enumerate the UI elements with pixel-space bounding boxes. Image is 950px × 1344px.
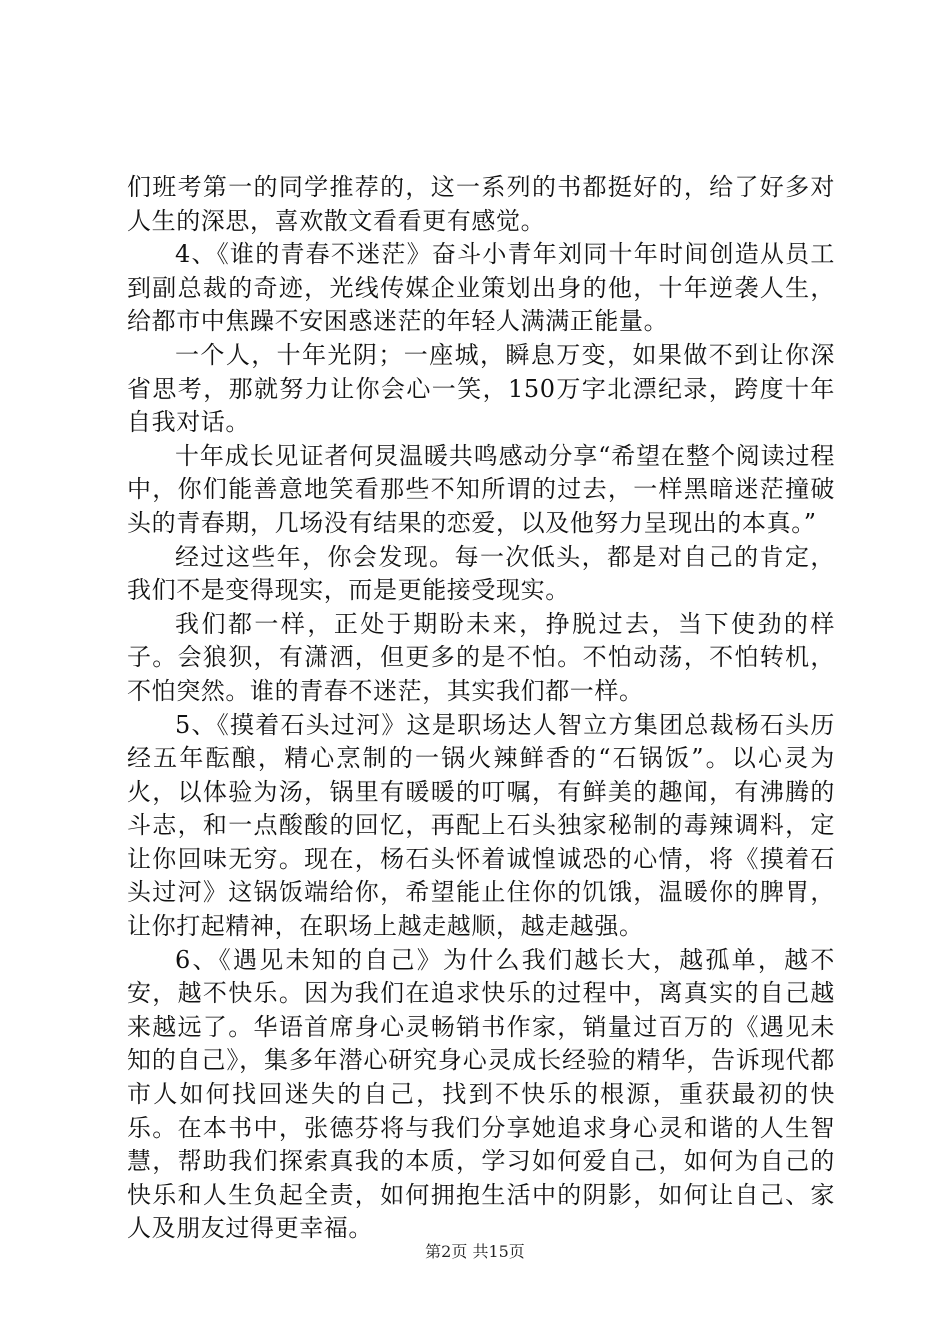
paragraph-book-4-quote-1: 一个人，十年光阴；一座城，瞬息万变，如果做不到让你深省思考，那就努力让你会心一笑，150万字北漂纪录，跨度十年自我对话。 — [127, 340, 835, 437]
paragraph-book-6: 6、《遇见未知的自己》为什么我们越长大，越孤单，越不安，越不快乐。因为我们在追求快乐的过程中，离真实的自己越来越远了。华语首席身心灵畅销书作家，销量过百万的《遇见未知的自己》，集多年潜心研究身心灵成长经验的精华，告诉现代都市人如何找回迷失的自己，找到不快乐的根源，重获最初的快乐。在本书中，张德芬将与我们分享她追求身心灵和谐的人生智慧，帮助我们探索真我的本质，学习如何爱自己，如何为自己的快乐和人生负起全责，如何拥抱生活中的阴影，如何让自己、家人及朋友过得更幸福。 — [127, 945, 835, 1243]
paragraph-book-4-quote-2: 十年成长见证者何炅温暖共鸣感动分享“希望在整个阅读过程中，你们能善意地笑看那些不知所谓的过去，一样黑暗迷茫撞破头的青春期，几场没有结果的恋爱，以及他努力呈现出的本真。” — [127, 441, 835, 537]
paragraph-book-4-quote-4: 我们都一样，正处于期盼未来，挣脱过去，当下使劲的样子。会狼狈，有潇洒，但更多的是不怕。不怕动荡，不怕转机，不怕突然。谁的青春不迷茫，其实我们都一样。 — [127, 609, 835, 705]
document-body — [127, 171, 835, 1246]
paragraph-book-4-quote-3: 经过这些年，你会发现。每一次低头，都是对自己的肯定，我们不是变得现实，而是更能接受现实。 — [127, 542, 835, 605]
paragraph-continuation: 们班考第一的同学推荐的，这一系列的书都挺好的，给了好多对人生的深思，喜欢散文看看更有感觉。 — [127, 173, 835, 235]
page-number-footer: 第2页 共15页 — [425, 1242, 525, 1261]
paragraph-book-5: 5、《摸着石头过河》这是职场达人智立方集团总裁杨石头历经五年酝酿，精心烹制的一锅火辣鲜香的“石锅饭”。以心灵为火，以体验为汤，锅里有暖暖的叮嘱，有鲜美的趣闻，有沸腾的斗志，和一点酸酸的回忆，再配上石头独家秘制的毒辣调料，定让你回味无穷。现在，杨石头怀着诚惶诚恐的心情，将《摸着石头过河》这锅饭端给你，希望能止住你的饥饿，温暖你的脾胃，让你打起精神，在职场上越走越顺，越走越强。 — [127, 710, 835, 941]
paragraph-book-4: 4、《谁的青春不迷茫》奋斗小青年刘同十年时间创造从员工到副总裁的奇迹，光线传媒企业策划出身的他，十年逆袭人生，给都市中焦躁不安困惑迷茫的年轻人满满正能量。 — [127, 240, 835, 336]
